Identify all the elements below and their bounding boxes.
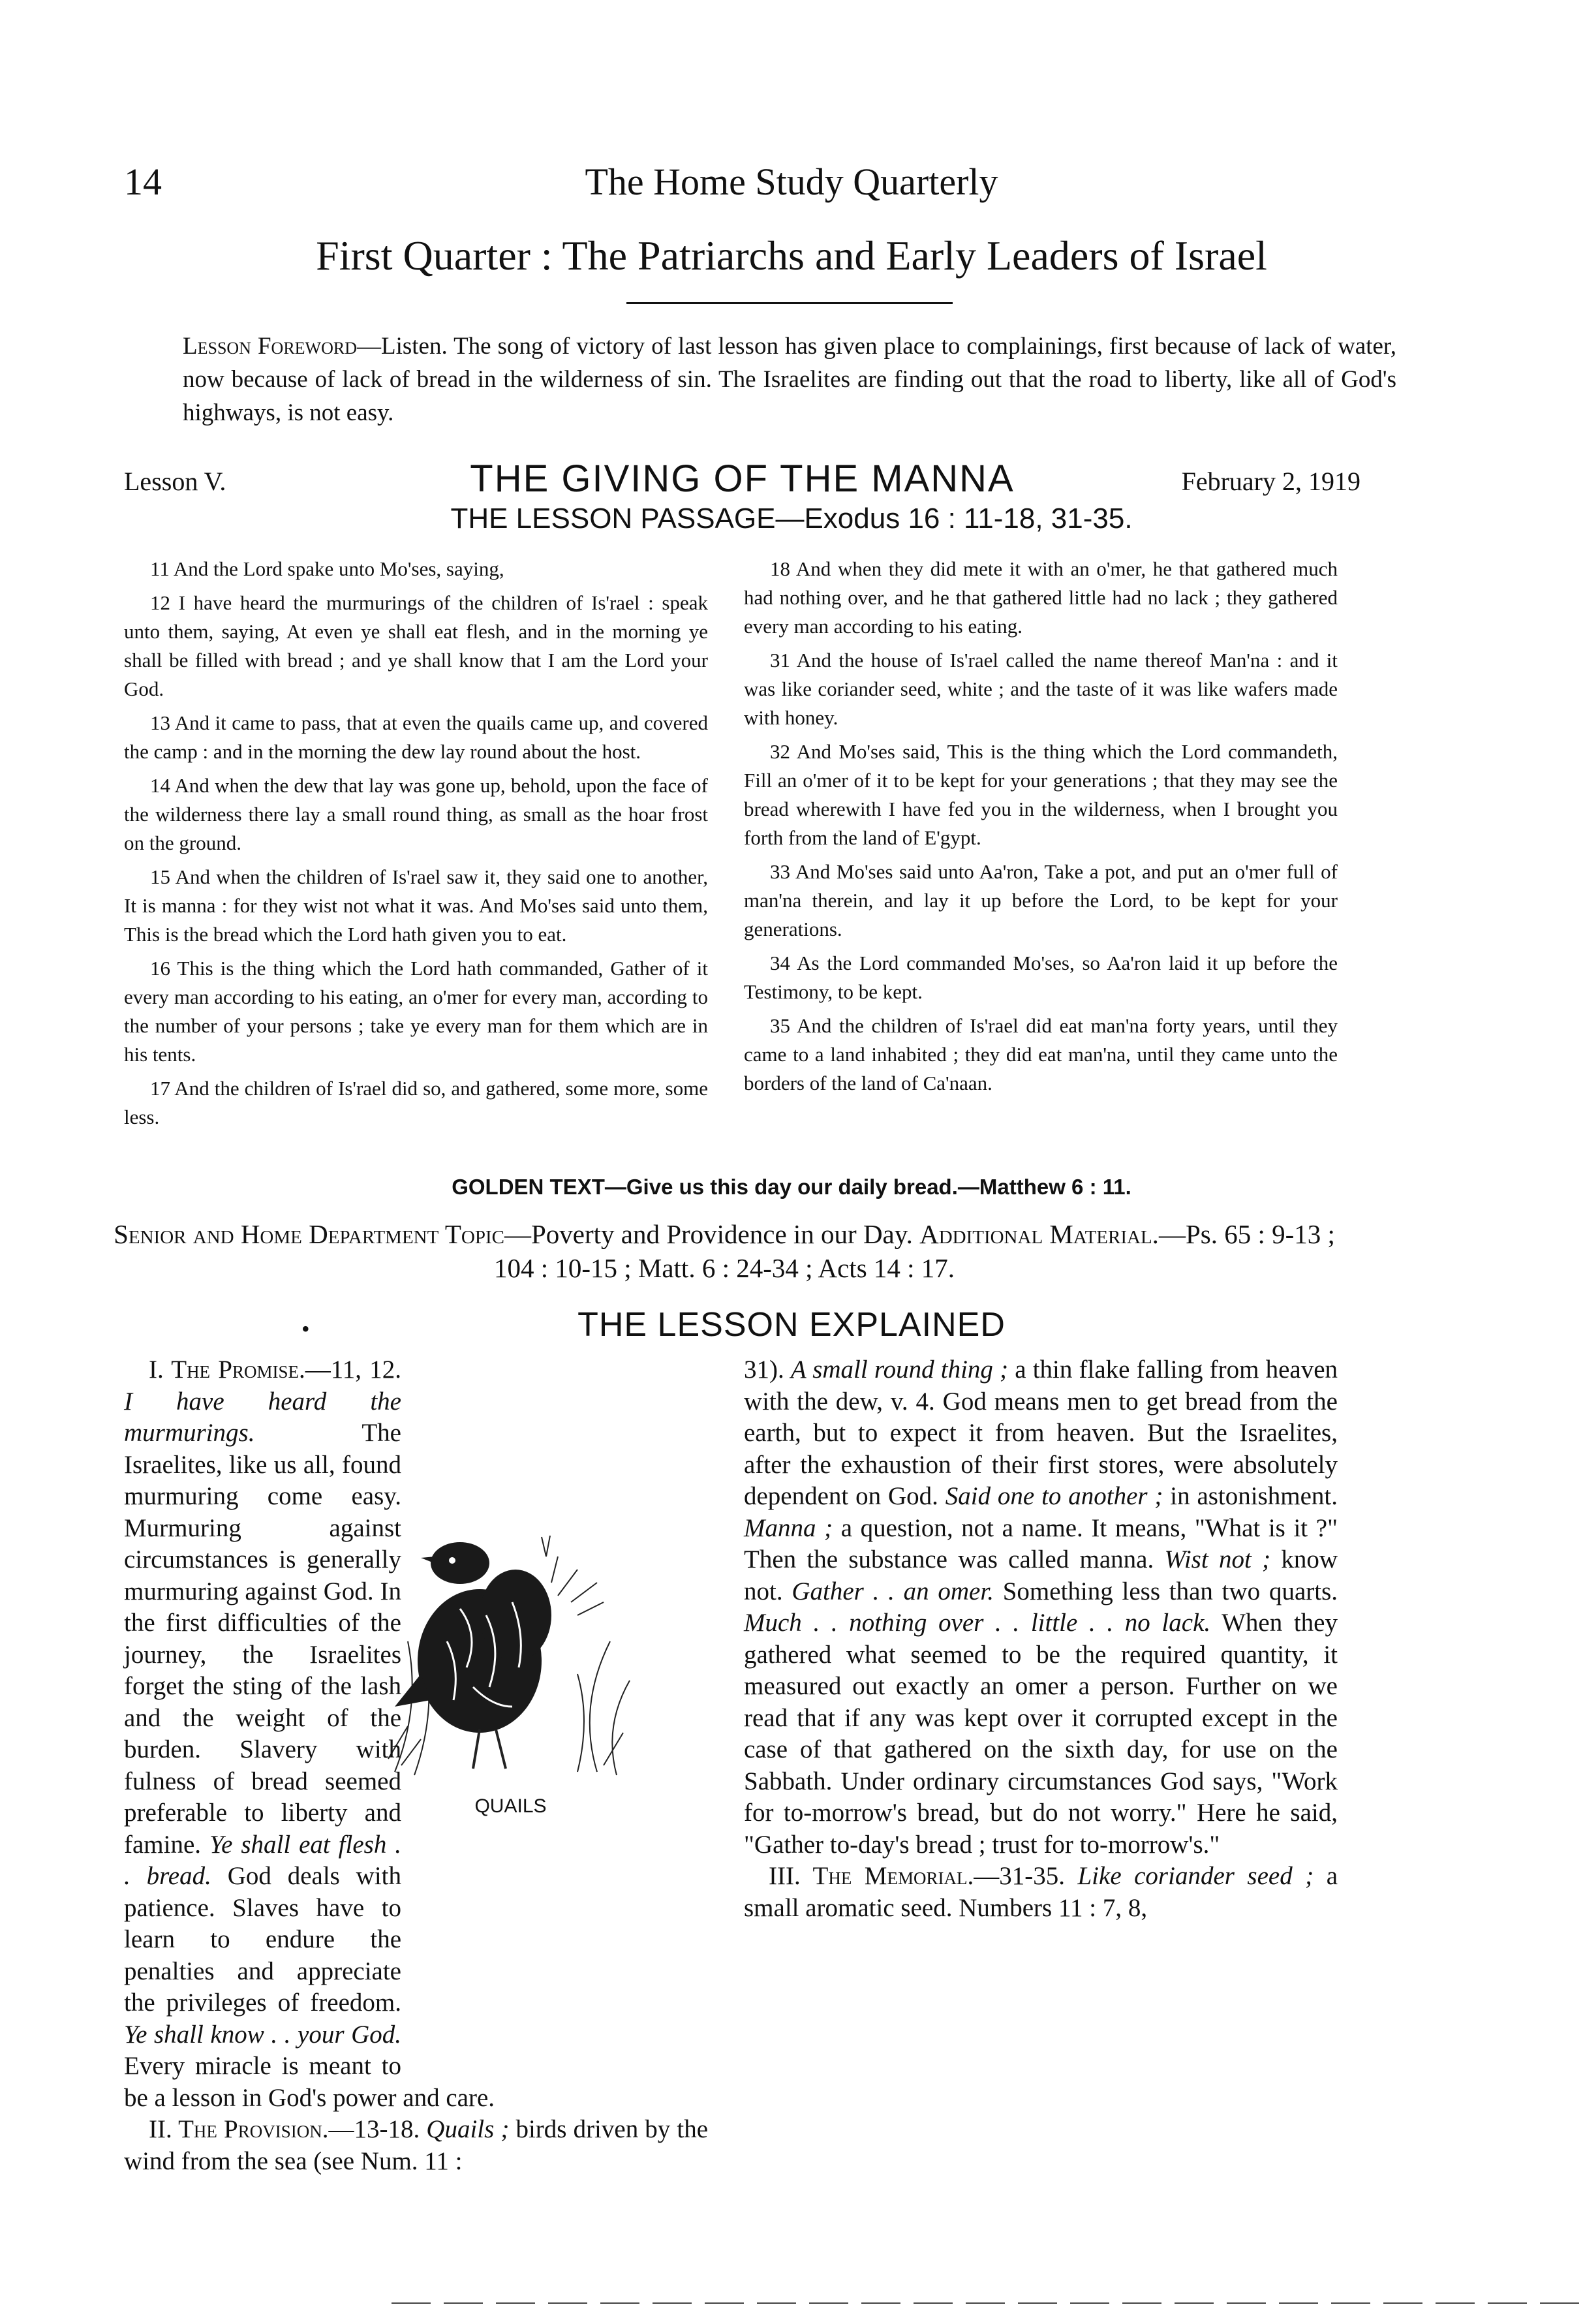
phrase: Manna ; bbox=[744, 1513, 833, 1542]
lesson-title: THE GIVING OF THE MANNA bbox=[470, 457, 1015, 500]
foreword-text: —Listen. The song of victory of last lesson has given place to complainings, first because of lack of water, now because of lack of bread in the wilderness of sin. The Israelites are finding out that the road to liberty, like all of God's highways, is not easy. bbox=[183, 333, 1397, 426]
section-heading: I. The Promise. bbox=[149, 1356, 305, 1384]
section-provision bbox=[124, 2114, 708, 2177]
verse: 11 And the Lord spake unto Mo'ses, saying, bbox=[150, 557, 504, 580]
phrase: Said one to another ; bbox=[945, 1482, 1163, 1510]
lesson-foreword bbox=[183, 330, 1396, 429]
commentary: God deals with patience. Slaves have to learn to endure the penalties and appreciate the privileges of freedom. bbox=[124, 1862, 401, 2017]
scripture-right-column bbox=[744, 555, 1338, 1103]
golden-text: GOLDEN TEXT—Give us this day our daily bread.—Matthew 6 : 11. bbox=[452, 1175, 1131, 1199]
additional-material-label: Additional Material. bbox=[919, 1219, 1159, 1249]
verse: 35 And the children of Is'rael did eat man'na forty years, until they came to a land inhabited ; they did eat man'na, until they came unto the borders of the land of Ca'naan. bbox=[744, 1014, 1338, 1094]
verse: 31 And the house of Is'rael called the name thereof Man'na : and it was like coriander seed, white ; and the taste of it was like wafers made with honey. bbox=[744, 649, 1338, 729]
verse: 16 This is the thing which the Lord hath commanded, Gather of it every man according to his eating, an o'mer for every man, according to the number of your persons ; take ye every man for them which are in his tents. bbox=[124, 957, 708, 1066]
commentary: Every miracle is meant to be a lesson in God's power and care. bbox=[124, 2052, 495, 2112]
verse: 33 And Mo'ses said unto Aa'ron, Take a pot, and put an o'mer full of man'na therein, and lay it up before the Lord, to be kept for your generations. bbox=[744, 860, 1338, 940]
figure-spacer bbox=[401, 1354, 708, 2079]
lesson-passage: THE LESSON PASSAGE—Exodus 16 : 11-18, 31-35. bbox=[450, 503, 1133, 535]
phrase: Much . . nothing over . . little . . no lack. bbox=[744, 1609, 1211, 1637]
verse: 13 And it came to pass, that at even the quails came up, and covered the camp : and in the morning the dew lay round about the host. bbox=[124, 711, 708, 763]
commentary: When they gathered what seemed to be the required quantity, it measured out exactly an omer a person. Further on we read that if any was kept over it corrupted except in the case of that gathered on the sixth day, for use on the Sabbath. Under ordinary circumstances God says, "Work for to-morrow's bread, but do not worry." Here he said, "Gather to-day's bread ; trust for to-morrow's." bbox=[744, 1609, 1338, 1859]
section-heading: II. The Provision. bbox=[149, 2115, 329, 2143]
bullet-mark: • bbox=[301, 1316, 310, 1342]
topic-text: —Poverty and Providence in our Day. bbox=[504, 1219, 913, 1249]
quarter-title: First Quarter : The Patriarchs and Early Leaders of Israel bbox=[316, 232, 1267, 279]
section-reference: —13-18. bbox=[328, 2115, 420, 2143]
scripture-left-column bbox=[124, 555, 708, 1137]
commentary: in astonishment. bbox=[1163, 1482, 1338, 1510]
figure-caption: QUAILS bbox=[474, 1795, 547, 1817]
phrase: I have heard the murmurings. bbox=[124, 1387, 401, 1447]
commentary: a question, not a name. It means, "What is it ?" Then the substance was called manna. bbox=[744, 1513, 1338, 1573]
verse: 15 And when the children of Is'rael saw it, they said one to another, It is manna : for they wist not what it was. And Mo'ses said unto them, This is the bread which the Lord hath given you to eat. bbox=[124, 865, 708, 946]
commentary: a thin flake falling from heaven with the dew, v. 4. God means men to get bread from the earth, but to expect it from heaven. But the Israelites, after the exhaustion of their first stores, were absolutely dependent on God. bbox=[744, 1356, 1338, 1510]
title-rule bbox=[626, 302, 953, 304]
verse: 12 I have heard the murmurings of the children of Is'rael : speak unto them, saying, At even ye shall eat flesh, and in the morning ye shall be filled with bread ; and ye shall know that I am the Lord your God. bbox=[124, 591, 708, 700]
section-reference: —11, 12. bbox=[305, 1356, 401, 1384]
section-reference: —31-35. bbox=[974, 1862, 1065, 1890]
verse: 17 And the children of Is'rael did so, and gathered, some more, some less. bbox=[124, 1077, 708, 1128]
lesson-date: February 2, 1919 bbox=[1181, 467, 1360, 496]
phrase: Quails ; bbox=[426, 2115, 510, 2143]
lesson-heading bbox=[124, 457, 1360, 503]
section-heading: III. The Memorial. bbox=[769, 1862, 974, 1890]
section-memorial bbox=[744, 1861, 1338, 1924]
verse: 18 And when they did mete it with an o'mer, he that gathered much had nothing over, and he that gathered little had no lack ; they gathered every man according to his eating. bbox=[744, 557, 1338, 638]
explained-right-column bbox=[744, 1354, 1338, 1924]
lesson-explained-heading: THE LESSON EXPLAINED bbox=[577, 1306, 1006, 1344]
foreword-label: Lesson Foreword bbox=[183, 333, 357, 360]
additional-material-text: —Ps. 65 : 9-13 ; 104 : 10-15 ; Matt. 6 : 24-34 ; Acts 14 : 17. bbox=[493, 1219, 1335, 1283]
lesson-number: Lesson V. bbox=[124, 467, 226, 496]
phrase: Wist not ; bbox=[1164, 1545, 1271, 1573]
topic bbox=[111, 1217, 1338, 1285]
explained-left-column bbox=[124, 1354, 708, 2177]
page-number: 14 bbox=[124, 161, 162, 203]
commentary: know not. bbox=[744, 1545, 1338, 1605]
verse: 32 And Mo'ses said, This is the thing which the Lord commandeth, Fill an o'mer of it to be kept for your generations ; that they may see the bread wherewith I have fed you in the wilderness, when I brought you forth from the land of E'gypt. bbox=[744, 740, 1338, 849]
commentary: birds driven by the wind from the sea (see Num. 11 : bbox=[124, 2115, 709, 2175]
phrase: Ye shall know . . your God. bbox=[124, 2020, 401, 2049]
verse: 34 As the Lord commanded Mo'ses, so Aa'ron laid it up before the Testimony, to be kept. bbox=[744, 952, 1338, 1003]
phrase: Like coriander seed ; bbox=[1077, 1862, 1314, 1890]
provision-continued bbox=[744, 1354, 1338, 1861]
commentary: 31). bbox=[744, 1356, 784, 1384]
verse: 14 And when the dew that lay was gone up, behold, upon the face of the wilderness there lay a small round thing, as small as the hoar frost on the ground. bbox=[124, 774, 708, 854]
phrase: Ye shall eat flesh . . bread. bbox=[124, 1830, 402, 1890]
commentary: a small aromatic seed. Numbers 11 : 7, 8, bbox=[744, 1862, 1338, 1922]
commentary: The Israelites, like us all, found murmuring come easy. Murmuring against circumstances is generally murmuring against God. In the first difficulties of the journey, the Israelites forget the sting of the lash and the weight of the burden. Slavery with fulness of bread seemed preferable to liberty and famine. bbox=[124, 1419, 401, 1859]
phrase: Gather . . an omer. bbox=[792, 1577, 994, 1605]
running-head: The Home Study Quarterly bbox=[585, 161, 998, 203]
commentary: Something less than two quarts. bbox=[993, 1577, 1338, 1605]
phrase: A small round thing ; bbox=[790, 1356, 1009, 1384]
topic-label: Senior and Home Department Topic bbox=[114, 1219, 504, 1249]
footer-rule bbox=[392, 2302, 1583, 2304]
